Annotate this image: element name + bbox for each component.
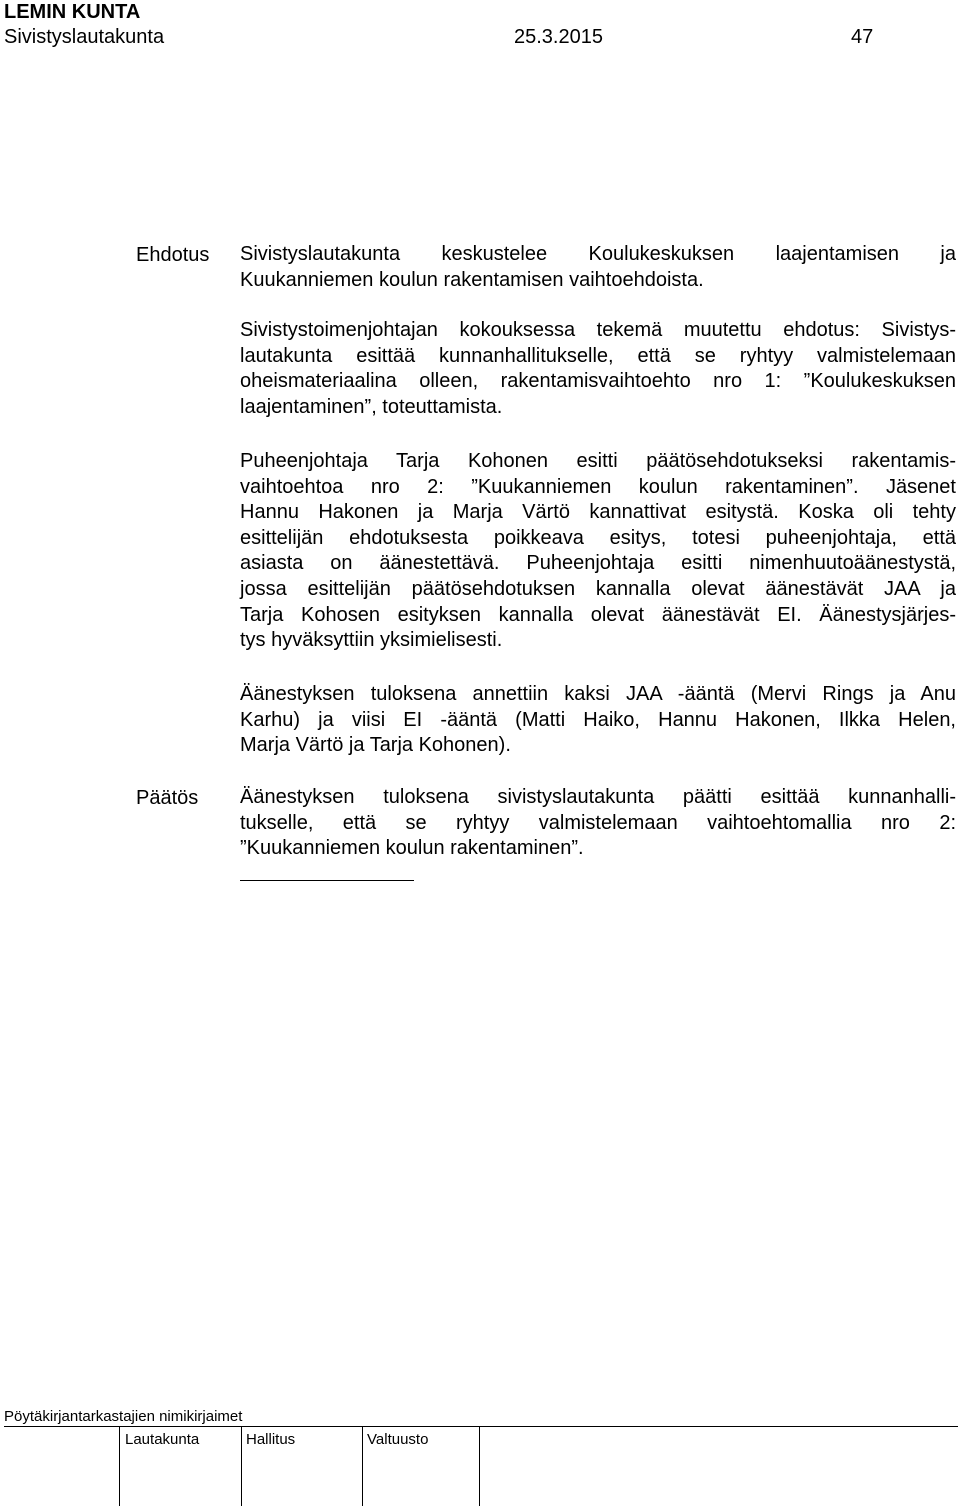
text-line: Tarja Kohosen esityksen kannalla olevat äänestävät EI. Äänestysjärjes- [240,603,956,626]
board-name: Sivistyslautakunta [4,26,165,48]
proposal-paragraph-1 [240,242,956,293]
proposal-paragraph-4 [240,682,956,759]
organization-name: LEMIN KUNTA [4,1,141,23]
footer-column-divider [362,1426,363,1506]
meeting-date: 25.3.2015 [514,26,603,48]
footer-column-divider [479,1426,480,1506]
text-line: tys hyväksyttiin yksimielisesti. [240,629,503,652]
text-line: asiasta on äänestettävä. Puheenjohtaja esitti nimenhuutoäänestystä, [240,552,956,575]
page-number: 47 [851,26,874,48]
section-end-rule [240,880,414,881]
footer-column-lautakunta: Lautakunta [125,1431,200,1448]
proposal-label: Ehdotus [136,244,210,266]
footer-divider [4,1426,958,1427]
proposal-paragraph-3 [240,449,956,654]
footer-title: Pöytäkirjantarkastajien nimikirjaimet [4,1408,243,1425]
decision-label: Päätös [136,787,199,809]
text-line: Puheenjohtaja Tarja Kohonen esitti päätösehdotukseksi rakentamis- [240,450,956,472]
footer-column-divider [241,1426,242,1506]
text-line: Äänestyksen tuloksena annettiin kaksi JAA -ääntä (Mervi Rings ja Anu [240,683,956,705]
text-line: esittelijän ehdotuksesta poikkeava esitys, totesi puheenjohtaja, että [240,526,956,549]
text-line: lautakunta esittää kunnanhallitukselle, että se ryhtyy valmistelemaan [240,344,956,367]
text-line: tukselle, että se ryhtyy valmistelemaan vaihtoehtomallia nro 2: [240,811,956,834]
text-line: Sivistystoimenjohtajan kokouksessa tekemä muutettu ehdotus: Sivistys- [240,319,956,341]
text-line: Marja Värtö ja Tarja Kohonen). [240,734,511,757]
text-line: Äänestyksen tuloksena sivistyslautakunta päätti esittää kunnanhalli- [240,786,956,808]
footer-column-divider [119,1426,120,1506]
footer-column-valtuusto: Valtuusto [367,1431,429,1448]
footer-column-hallitus: Hallitus [246,1431,296,1448]
decision-paragraph [240,785,956,862]
text-line: Karhu) ja viisi EI -ääntä (Matti Haiko, Hannu Hakonen, Ilkka Helen, [240,708,956,731]
text-line: oheismateriaalina olleen, rakentamisvaihtoehto nro 1: ”Koulukeskuksen [240,370,956,393]
text-line: Kuukanniemen koulun rakentamisen vaihtoehdoista. [240,268,704,291]
text-line: ”Kuukanniemen koulun rakentaminen”. [240,837,584,860]
proposal-paragraph-2 [240,318,956,420]
text-line: jossa esittelijän päätösehdotuksen kannalla olevat äänestävät JAA ja [240,577,956,600]
text-line: vaihtoehtoa nro 2: ”Kuukanniemen koulun rakentaminen”. Jäsenet [240,475,956,498]
text-line: laajentaminen”, toteuttamista. [240,395,503,418]
text-line: Sivistyslautakunta keskustelee Koulukeskuksen laajentamisen ja [240,243,956,265]
text-line: Hannu Hakonen ja Marja Värtö kannattivat esitystä. Koska oli tehty [240,501,956,524]
